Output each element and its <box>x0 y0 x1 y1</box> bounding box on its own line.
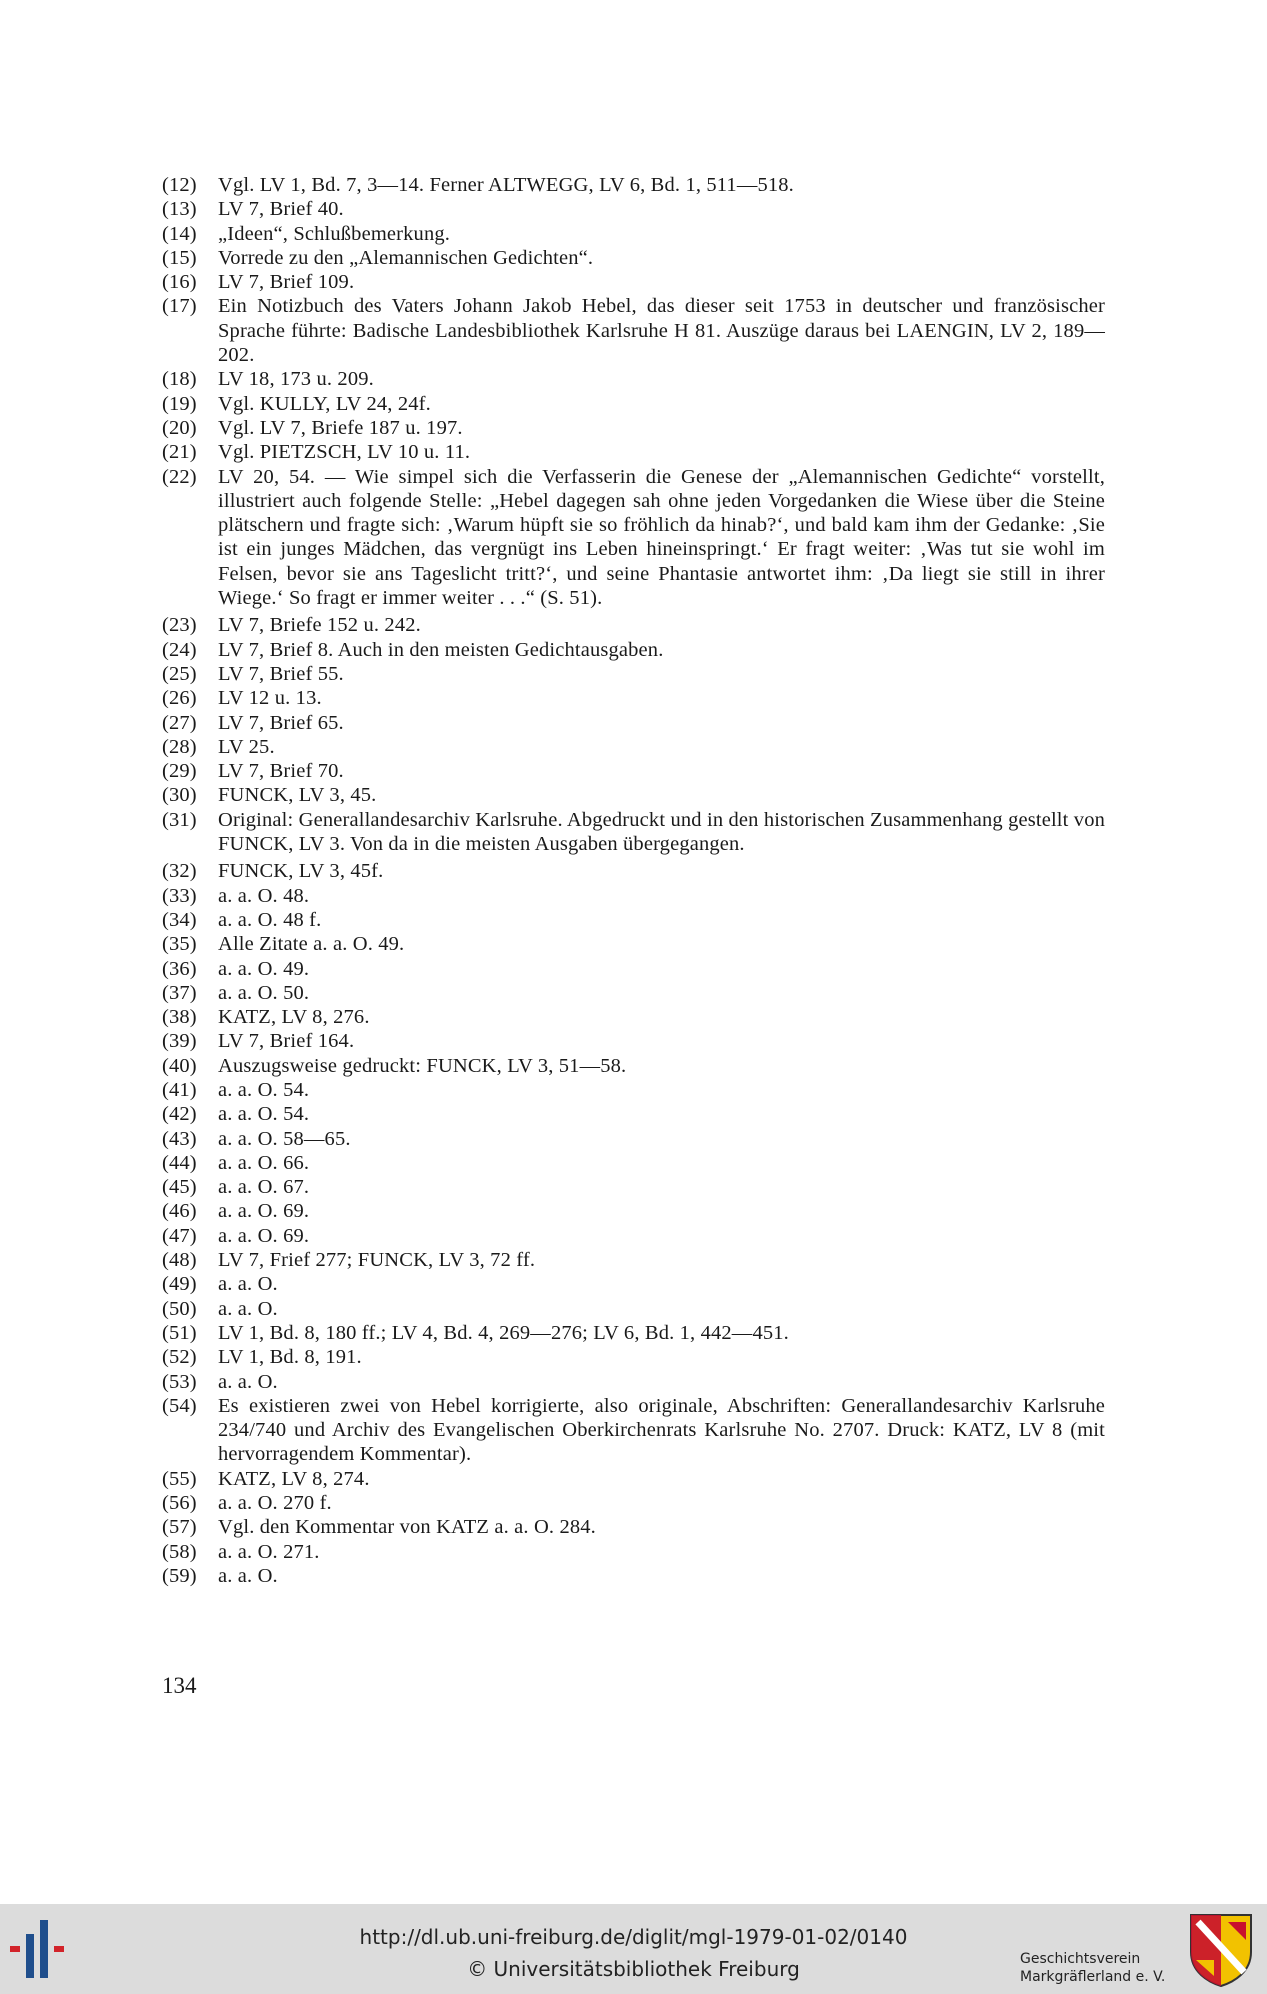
footnote-item <box>162 416 1105 440</box>
footnote-text: LV 20, 54. — Wie simpel sich die Verfasserin die Genese der „Alemannischen Gedichte“ vorstellt, illustriert auch folgende Stelle: „Hebel dagegen sah ohne jeden Vorgedanken die Wiese über die Steine plätschern und fragte sich: ‚Warum hüpft sie so fröhlich da hinab?‘, und bald kam ihm der Gedanke: ‚Sie ist ein junges Mädchen, das vergnügt ins Leben hineinspringt.‘ Er fragt weiter: ‚Was tut sie wohl im Felsen, bevor sie ans Tageslicht tritt?‘, und seine Phantasie antwortet ihm: ‚Da liegt sie still in ihrer Wiege.‘ So fragt er immer weiter . . .“ (S. 51). <box>218 465 1105 610</box>
footnote-text: „Ideen“, Schlußbemerkung. <box>218 222 451 245</box>
footnote-item <box>162 1078 1105 1102</box>
footnote-number: (22) <box>162 465 197 488</box>
footnote-text: LV 18, 173 u. 209. <box>218 368 374 391</box>
footnote-number: (42) <box>162 1103 197 1126</box>
footnote-number: (51) <box>162 1321 197 1344</box>
footnote-item <box>162 662 1105 686</box>
footnote-item <box>162 1540 1105 1564</box>
footnote-text: a. a. O. 270 f. <box>218 1492 332 1515</box>
footnote-text: LV 7, Brief 40. <box>218 198 344 221</box>
footnote-number: (55) <box>162 1467 197 1490</box>
footnote-item <box>162 808 1105 857</box>
footnote-text: a. a. O. 48. <box>218 884 310 907</box>
footnote-number: (15) <box>162 246 197 269</box>
footnote-item <box>162 1370 1105 1394</box>
footnote-item <box>162 1199 1105 1223</box>
footnote-number: (24) <box>162 638 197 661</box>
footnote-text: LV 1, Bd. 8, 191. <box>218 1346 362 1369</box>
footnote-number: (25) <box>162 662 197 685</box>
coat-of-arms-icon[interactable] <box>1188 1912 1254 1988</box>
footnote-text: LV 7, Brief 55. <box>218 662 344 685</box>
footnote-text: a. a. O. 67. <box>218 1176 310 1199</box>
footnote-item <box>162 884 1105 908</box>
footnote-item <box>162 1102 1105 1126</box>
footnote-item <box>162 613 1105 637</box>
footnote-text: a. a. O. 48 f. <box>218 908 322 931</box>
footnote-item <box>162 859 1105 883</box>
footnote-number: (48) <box>162 1249 197 1272</box>
footnote-number: (37) <box>162 981 197 1004</box>
footnote-list <box>162 173 1105 1588</box>
footnote-item <box>162 783 1105 807</box>
footnote-number: (53) <box>162 1370 197 1393</box>
footnote-item <box>162 932 1105 956</box>
footnote-item <box>162 1491 1105 1515</box>
footnote-text: LV 7, Frief 277; FUNCK, LV 3, 72 ff. <box>218 1249 536 1272</box>
society-name-line1: Geschichtsverein <box>1020 1951 1141 1967</box>
footnote-text: LV 25. <box>218 735 275 758</box>
footer-url[interactable]: http://dl.ub.uni-freiburg.de/diglit/mgl-1979-01-02/0140 <box>359 1925 908 1949</box>
society-name-line2: Markgräflerland e. V. <box>1020 1969 1166 1985</box>
footnote-number: (23) <box>162 614 197 637</box>
footnote-item <box>162 1054 1105 1078</box>
footnote-number: (57) <box>162 1516 197 1539</box>
footnote-text: Alle Zitate a. a. O. 49. <box>218 933 405 956</box>
footnote-number: (12) <box>162 174 197 196</box>
footnote-number: (36) <box>162 957 197 980</box>
footnote-item <box>162 246 1105 270</box>
footnote-text: Ein Notizbuch des Vaters Johann Jakob Hebel, das dieser seit 1753 in deutscher und französischer Sprache führte: Badische Landesbibliothek Karlsruhe H 81. Auszüge daraus bei LAENGIN, LV 2, 189—202. <box>218 295 1105 367</box>
footnote-number: (20) <box>162 416 197 439</box>
footnote-text: a. a. O. 271. <box>218 1540 320 1563</box>
footnote-item <box>162 1224 1105 1248</box>
footnote-number: (13) <box>162 198 197 221</box>
footnote-item <box>162 1272 1105 1296</box>
footnote-item <box>162 197 1105 221</box>
footnote-text: FUNCK, LV 3, 45f. <box>218 860 384 883</box>
footnote-number: (49) <box>162 1273 197 1296</box>
footnote-number: (17) <box>162 295 197 318</box>
footnote-item <box>162 1467 1105 1491</box>
footnote-text: a. a. O. 54. <box>218 1078 310 1101</box>
footnote-number: (19) <box>162 392 197 415</box>
page-number: 134 <box>162 1673 197 1698</box>
footnote-number: (14) <box>162 222 197 245</box>
footnote-text: LV 7, Briefe 152 u. 242. <box>218 614 421 637</box>
footnote-text: Es existieren zwei von Hebel korrigierte, also originale, Abschriften: Generallandesarchiv Karlsruhe 234/740 und Archiv des Evangelischen Oberkirchenrats Karlsruhe No. 2707. Druck: KATZ, LV 8 (mit hervorragendem Kommentar). <box>218 1394 1105 1466</box>
footnote-item <box>162 1248 1105 1272</box>
footnote-number: (40) <box>162 1054 197 1077</box>
footnote-item <box>162 1515 1105 1539</box>
footnote-number: (50) <box>162 1297 197 1320</box>
footer-copyright: © Universitätsbibliothek Freiburg <box>467 1957 800 1981</box>
footnote-number: (41) <box>162 1078 197 1101</box>
footnote-text: LV 7, Brief 164. <box>218 1030 355 1053</box>
footnote-text: LV 7, Brief 109. <box>218 271 355 294</box>
footnote-item <box>162 759 1105 783</box>
footnote-item <box>162 686 1105 710</box>
footnote-text: a. a. O. 66. <box>218 1151 310 1174</box>
footnote-number: (43) <box>162 1127 197 1150</box>
footnote-text: a. a. O. 69. <box>218 1224 310 1247</box>
footnote-item <box>162 1151 1105 1175</box>
footnote-text: a. a. O. <box>218 1564 278 1587</box>
footnote-text: Vorrede zu den „Alemannischen Gedichten“. <box>218 246 594 269</box>
footnote-number: (47) <box>162 1224 197 1247</box>
footer-bar <box>0 1904 1267 1994</box>
footnote-item <box>162 1127 1105 1151</box>
footnote-item <box>162 638 1105 662</box>
footnote-number: (27) <box>162 711 197 734</box>
footnote-text: Vgl. PIETZSCH, LV 10 u. 11. <box>218 441 471 464</box>
footnote-text: LV 7, Brief 8. Auch in den meisten Gedichtausgaben. <box>218 638 664 661</box>
footnote-item <box>162 367 1105 391</box>
footnote-item <box>162 711 1105 735</box>
footnote-item <box>162 1321 1105 1345</box>
footnote-text: a. a. O. 50. <box>218 981 310 1004</box>
footnote-text: LV 1, Bd. 8, 180 ff.; LV 4, Bd. 4, 269—276; LV 6, Bd. 1, 442—451. <box>218 1321 789 1344</box>
footnote-text: a. a. O. <box>218 1273 278 1296</box>
footnote-number: (46) <box>162 1200 197 1223</box>
footnote-item <box>162 465 1105 611</box>
footnote-number: (32) <box>162 860 197 883</box>
footnote-text: LV 7, Brief 65. <box>218 711 344 734</box>
footnote-number: (52) <box>162 1346 197 1369</box>
footnote-number: (38) <box>162 1006 197 1029</box>
footnote-text: a. a. O. 58—65. <box>218 1127 351 1150</box>
footnote-number: (34) <box>162 908 197 931</box>
footnote-number: (58) <box>162 1540 197 1563</box>
footnote-number: (45) <box>162 1176 197 1199</box>
footnote-number: (26) <box>162 687 197 710</box>
footnote-text: a. a. O. <box>218 1297 278 1320</box>
footnote-item <box>162 1564 1105 1588</box>
footnote-number: (44) <box>162 1151 197 1174</box>
footnote-text: a. a. O. 49. <box>218 957 310 980</box>
footnote-item <box>162 1175 1105 1199</box>
footnote-text: Vgl. den Kommentar von KATZ a. a. O. 284. <box>218 1516 596 1539</box>
footnote-text: KATZ, LV 8, 274. <box>218 1467 370 1490</box>
footnote-number: (21) <box>162 441 197 464</box>
footnote-item <box>162 1297 1105 1321</box>
footnote-number: (39) <box>162 1030 197 1053</box>
footnote-text: a. a. O. 69. <box>218 1200 310 1223</box>
footnote-item <box>162 222 1105 246</box>
footnote-number: (59) <box>162 1564 197 1587</box>
footnote-number: (29) <box>162 760 197 783</box>
footnote-text: KATZ, LV 8, 276. <box>218 1006 370 1029</box>
footnote-text: LV 12 u. 13. <box>218 687 322 710</box>
footnote-item <box>162 735 1105 759</box>
footnote-item <box>162 392 1105 416</box>
society-name <box>1020 1950 1165 1986</box>
footnote-number: (28) <box>162 735 197 758</box>
footnote-text: a. a. O. <box>218 1370 278 1393</box>
footnote-text: Auszugsweise gedruckt: FUNCK, LV 3, 51—58. <box>218 1054 627 1077</box>
footnote-text: Original: Generallandesarchiv Karlsruhe. Abgedruckt und in den historischen Zusammenhang gestellt von FUNCK, LV 3. Von da in die meisten Ausgaben übergegangen. <box>218 808 1105 856</box>
footnote-number: (18) <box>162 368 197 391</box>
footnote-number: (30) <box>162 784 197 807</box>
footnote-item <box>162 908 1105 932</box>
footnote-number: (33) <box>162 884 197 907</box>
footnote-text: FUNCK, LV 3, 45. <box>218 784 377 807</box>
footnote-text: Vgl. LV 1, Bd. 7, 3—14. Ferner ALTWEGG, LV 6, Bd. 1, 511—518. <box>218 174 794 196</box>
footnote-text: LV 7, Brief 70. <box>218 760 344 783</box>
footnote-item <box>162 440 1105 464</box>
footnote-item <box>162 1005 1105 1029</box>
footnote-item <box>162 1394 1105 1467</box>
footnote-item <box>162 173 1105 197</box>
footnote-item <box>162 270 1105 294</box>
footnote-item <box>162 294 1105 367</box>
footnote-item <box>162 957 1105 981</box>
footnote-text: Vgl. KULLY, LV 24, 24f. <box>218 392 431 415</box>
footnote-item <box>162 981 1105 1005</box>
footnote-number: (31) <box>162 808 197 831</box>
footnote-item <box>162 1345 1105 1369</box>
footnote-text: Vgl. LV 7, Briefe 187 u. 197. <box>218 416 463 439</box>
footnote-item <box>162 1029 1105 1053</box>
footnote-number: (54) <box>162 1394 197 1417</box>
footnote-text: a. a. O. 54. <box>218 1103 310 1126</box>
footnote-number: (56) <box>162 1492 197 1515</box>
footnote-number: (35) <box>162 933 197 956</box>
footnote-number: (16) <box>162 271 197 294</box>
